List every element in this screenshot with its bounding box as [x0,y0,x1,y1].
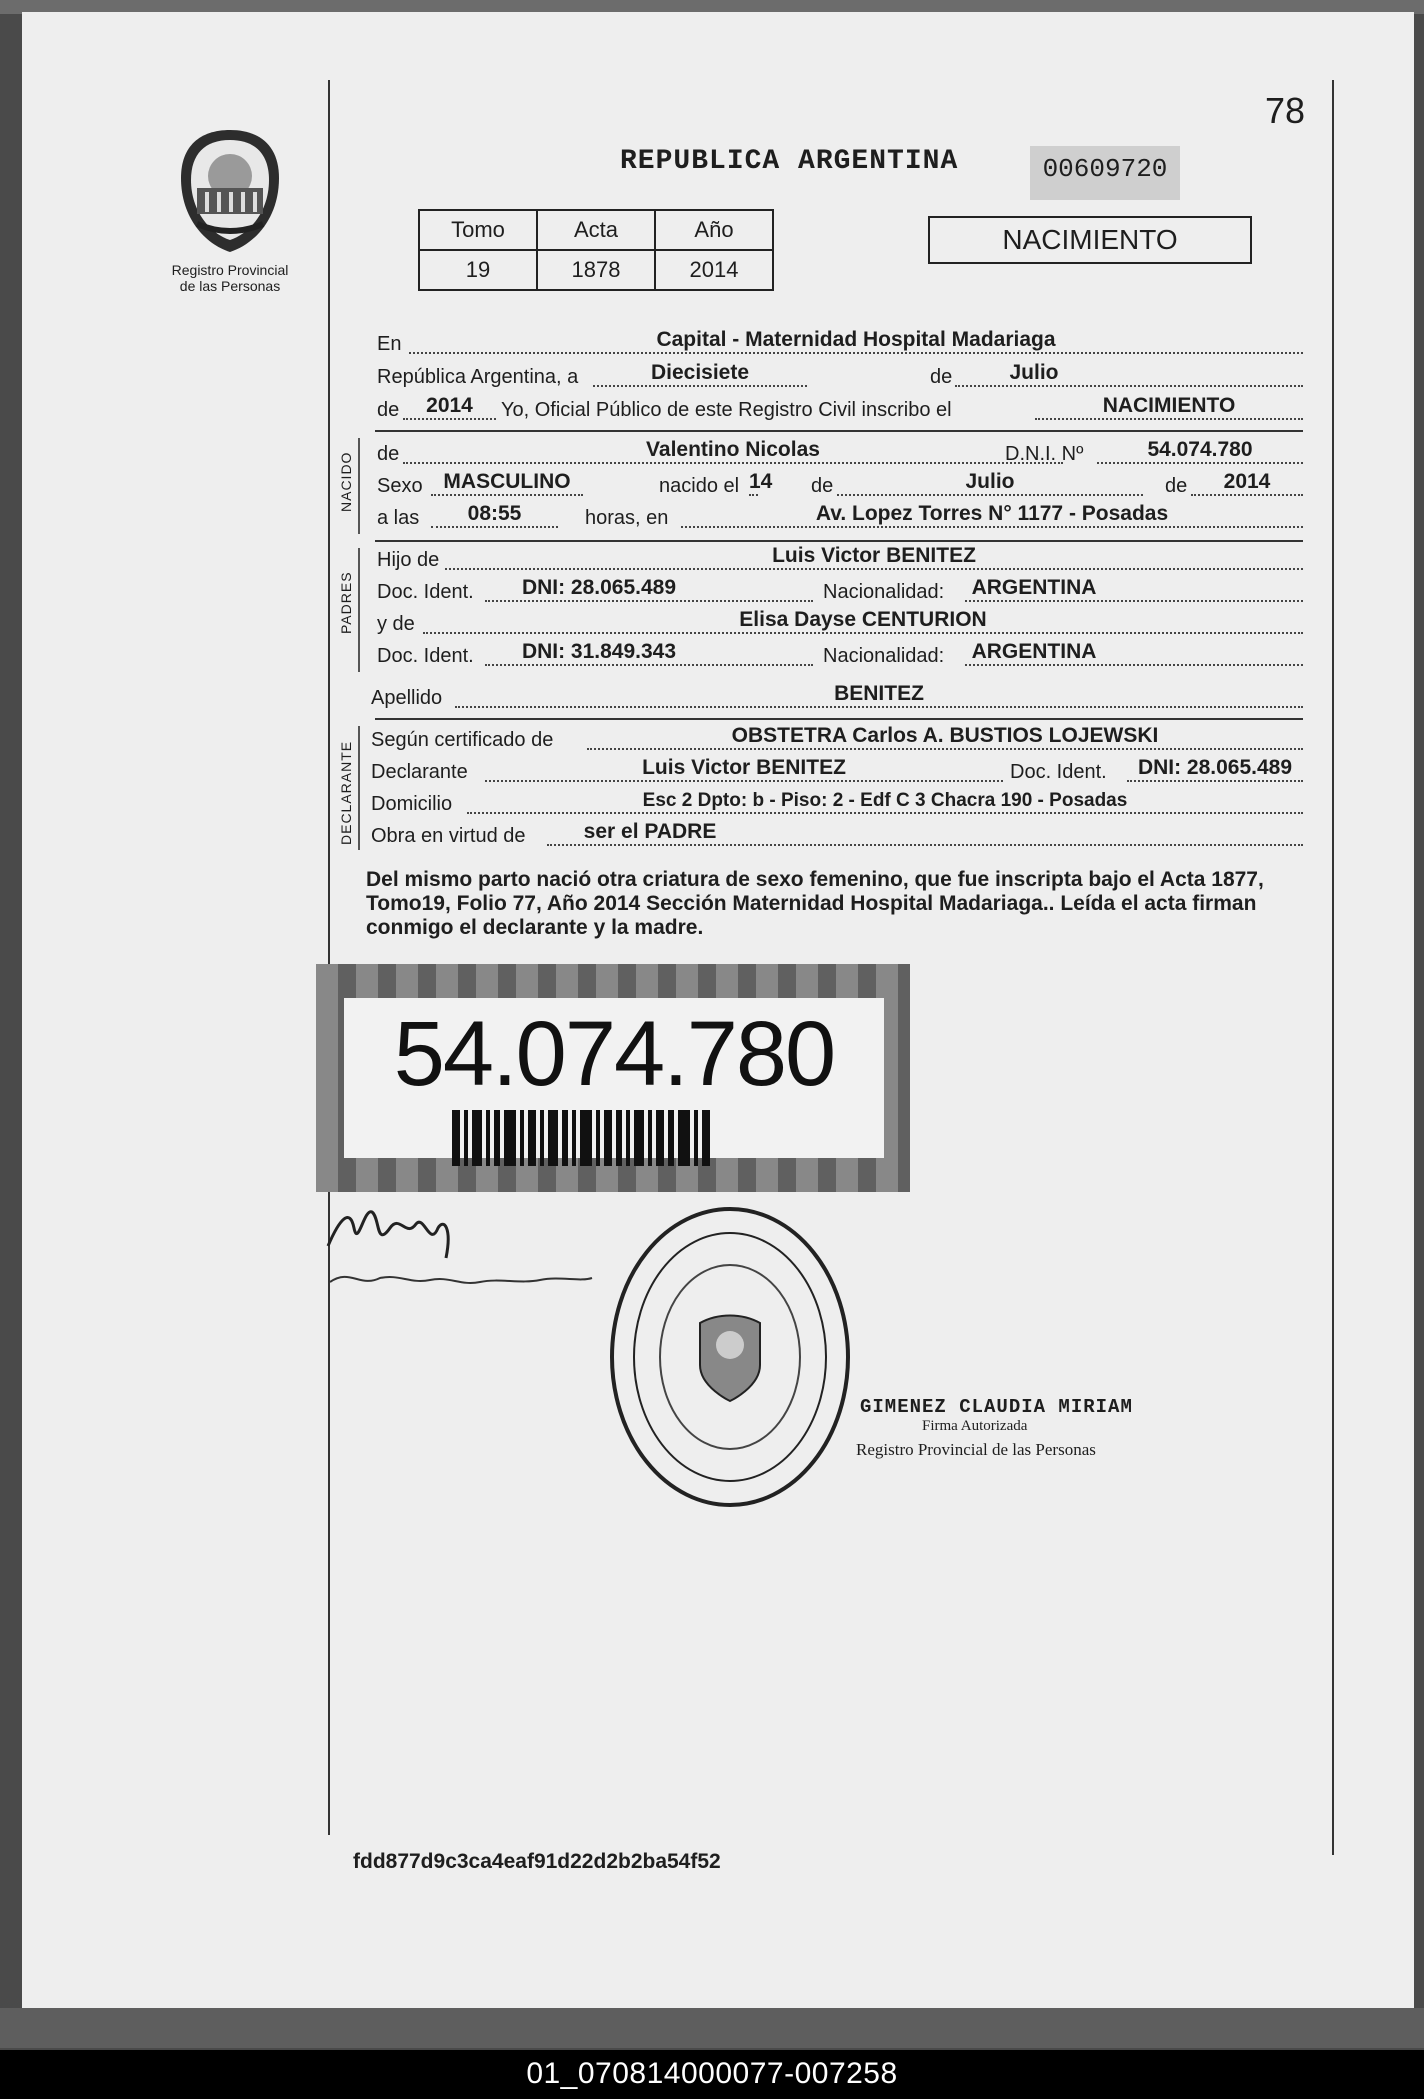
id-number-band [316,964,910,1192]
dotted-line [1127,780,1303,782]
dotted-line [403,462,1063,464]
nacionalidad-label: Nacionalidad: [823,645,945,667]
dotted-line [431,526,558,528]
row-declarante [371,756,1303,790]
dotted-line [1191,494,1303,496]
de-label: de [377,443,400,465]
hijo-de-label: Hijo de [377,549,440,571]
dotted-line [547,844,1303,846]
dotted-line [445,568,1303,570]
section-divider [375,718,1303,720]
dotted-line [485,664,813,666]
page-number: 78 [1265,90,1306,131]
acta-header: Acta [537,210,655,250]
row-mother [375,608,1303,642]
serial-stamp [1030,146,1180,200]
mother-nationality-value: ARGENTINA [971,640,1097,663]
registry-caption-line2: de las Personas [179,278,281,294]
father-nationality-value: ARGENTINA [971,576,1097,599]
place-value: Capital - Maternidad Hospital Madariaga [656,328,1056,351]
dotted-line [485,600,813,602]
doc-ident-label: Doc. Ident. [377,645,474,667]
barcode-bar [580,1110,592,1166]
father-name-value: Luis Victor BENITEZ [772,544,976,567]
dotted-line [431,494,583,496]
obra-label: Obra en virtud de [371,825,526,847]
notes-paragraph: Del mismo parto nació otra criatura de sexo femenino, que fue inscripta bajo el Acta 1877, Tomo19, Folio 77, Año 2014 Sección Maternidad Hospital Madariaga.. Leída el acta firman conmigo el declarante y la madre. [366,868,1264,939]
scan-edge [0,2008,1424,2048]
birth-time-value: 08:55 [467,502,522,525]
row-domicilio [371,788,1303,822]
declarante-name-value: Luis Victor BENITEZ [642,756,846,779]
horas-label: horas, en [585,507,669,529]
dotted-line [1097,462,1303,464]
doc-ident-label: Doc. Ident. [377,581,474,603]
nacido-section-label: NACIDO [338,451,354,512]
mother-doc-value: DNI: 31.849.343 [521,640,677,663]
barcode-bar [472,1110,482,1166]
nacionalidad-label: Nacionalidad: [823,581,945,603]
barcode-bar [604,1110,612,1166]
barcode-bar [464,1110,468,1166]
document-hash: fdd877d9c3ca4eaf91d22d2b2ba54f52 [353,1850,721,1873]
anio-value: 2014 [655,250,773,290]
declarante-label: Declarante [371,761,468,783]
de-label: de [811,475,834,497]
dotted-line [837,494,1143,496]
padres-section-bar [358,548,360,672]
registry-table [418,209,774,291]
oficial-text: Yo, Oficial Público de este Registro Civil inscribo el [501,399,952,421]
barcode-bar [562,1110,568,1166]
row-father [375,544,1303,578]
certificate-value: OBSTETRA Carlos A. BUSTIOS LOJEWSKI [731,724,1159,747]
row-sex-birth [375,470,1303,504]
declarant-signature [320,1188,600,1308]
y-de-label: y de [377,613,415,635]
nacido-el-label: nacido el [659,475,740,497]
row-mother-doc [375,640,1303,674]
act-type-box: NACIMIENTO [928,216,1252,264]
dni-label: D.N.I. Nº [1005,443,1084,465]
reason-value: ser el PADRE [583,820,717,843]
dotted-line [409,352,1303,354]
birth-day-value: 14 [749,470,773,493]
father-doc-value: DNI: 28.065.489 [521,576,677,599]
declarante-doc-value: DNI: 28.065.489 [1137,756,1293,779]
segun-label: Según certificado de [371,729,554,751]
row-surname [371,682,1303,716]
dotted-line [587,748,1303,750]
birth-address-value: Av. Lopez Torres N° 1177 - Posadas [815,502,1169,525]
barcode-bar [520,1110,524,1166]
barcode-bar [596,1110,600,1166]
misiones-coat-of-arms-logo [175,126,285,256]
barcode-bar [572,1110,576,1166]
barcode-bar [528,1110,536,1166]
birth-month-value: Julio [965,470,1015,493]
act-registered-value: NACIMIENTO [1102,394,1236,417]
row-time-place [375,502,1303,536]
nacido-section-bar [358,438,360,534]
de-label: de [930,366,953,388]
domicilio-label: Domicilio [371,793,453,815]
birth-year-value: 2014 [1223,470,1271,493]
section-divider [375,430,1303,432]
dotted-line [467,812,1303,814]
band-number-panel [344,998,884,1158]
row-obra [371,820,1303,854]
registry-table-value-row [419,250,773,290]
child-dni-value: 54.074.780 [1147,438,1253,461]
sexo-label: Sexo [377,475,423,497]
row-certificate [371,724,1303,758]
official-name: GIMENEZ CLAUDIA MIRIAM [860,1396,1133,1418]
dotted-line [593,385,807,387]
serial-stamp-number: 00609720 [1042,154,1168,184]
barcode-bar [702,1110,710,1166]
barcode-bar [548,1110,558,1166]
left-margin-line [328,80,330,1835]
barcode-bar [678,1110,690,1166]
tomo-header: Tomo [419,210,537,250]
barcode-bar [540,1110,544,1166]
de-label: de [1165,475,1188,497]
barcode-bar [626,1110,630,1166]
dotted-line [485,780,1003,782]
child-name-value: Valentino Nicolas [646,438,820,461]
dotted-line [955,385,1303,387]
declarante-section-label: DECLARANTE [338,740,354,845]
registry-caption [150,262,310,294]
barcode-bar [668,1110,674,1166]
month-value: Julio [1009,361,1059,384]
dotted-line [965,664,1303,666]
footer-file-code: 01_070814000077-007258 [526,2057,898,2090]
right-margin-line [1332,80,1334,1855]
id-big-number: 54.074.780 [393,1003,835,1105]
apellido-label: Apellido [371,687,443,709]
declarante-section-bar [358,726,360,850]
official-office: Registro Provincial de las Personas [856,1440,1096,1459]
tomo-value: 19 [419,250,537,290]
dotted-line [681,526,1303,528]
row-date [375,361,1303,395]
republica-label: República Argentina, a [377,366,579,388]
barcode [452,1110,812,1166]
barcode-bar [486,1110,490,1166]
country-heading: REPUBLICA ARGENTINA [620,146,959,177]
mother-name-value: Elisa Dayse CENTURION [739,608,987,631]
barcode-bar [656,1110,664,1166]
barcode-bar [504,1110,516,1166]
row-father-doc [375,576,1303,610]
dotted-line [965,600,1303,602]
day-words-value: Diecisiete [650,361,750,384]
row-place [375,328,1303,362]
acta-value: 1878 [537,250,655,290]
dotted-line [749,494,758,496]
official-role: Firma Autorizada [922,1418,1028,1434]
doc-ident-label: Doc. Ident. [1010,761,1107,783]
barcode-bar [452,1110,460,1166]
official-seal [608,1205,853,1510]
padres-section-label: PADRES [338,571,354,634]
barcode-bar [616,1110,622,1166]
registry-caption-line1: Registro Provincial [171,262,289,278]
en-label: En [377,333,402,355]
barcode-bar [694,1110,698,1166]
dotted-line [403,418,496,420]
a-las-label: a las [377,507,420,529]
section-divider [375,540,1303,542]
row-name [375,438,1303,472]
barcode-bar [648,1110,652,1166]
dotted-line [1035,418,1303,420]
registry-table-header-row [419,210,773,250]
dotted-line [423,632,1303,634]
barcode-bar [634,1110,644,1166]
sexo-value: MASCULINO [443,470,571,493]
anio-header: Año [655,210,773,250]
barcode-bar [494,1110,500,1166]
row-inscribo [375,394,1303,428]
year-value: 2014 [426,394,473,417]
surname-value: BENITEZ [834,682,924,705]
domicilio-value: Esc 2 Dpto: b - Piso: 2 - Edf C 3 Chacra 190 - Posadas [642,790,1128,811]
de2-label: de [377,399,400,421]
dotted-line [455,706,1303,708]
